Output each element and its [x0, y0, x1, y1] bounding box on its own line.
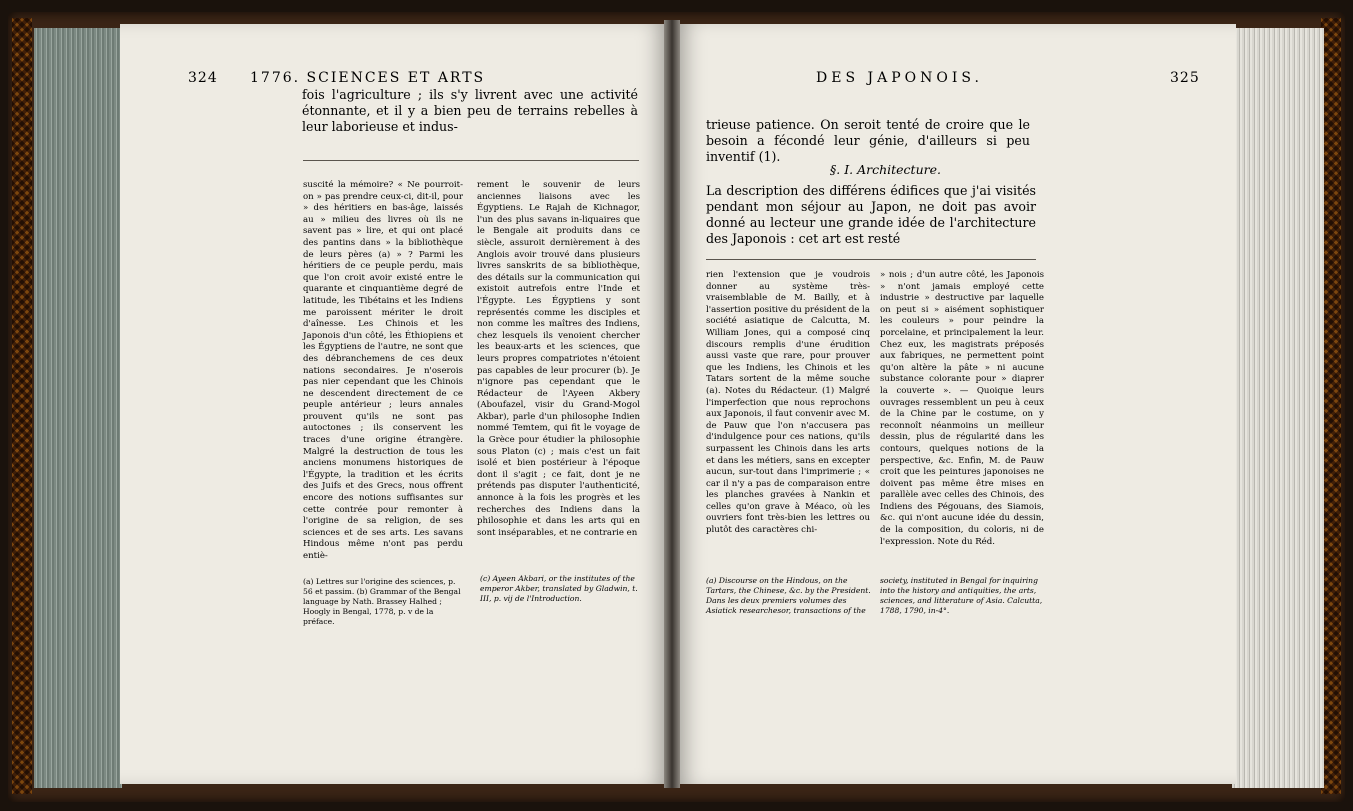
book-gutter [664, 20, 680, 788]
left-top-paragraph: fois l'agriculture ; ils s'y livrent avec une activité étonnante, et il y a bien peu de terrains rebelles à leur laborieuse et indus- [302, 87, 638, 134]
section-heading: §. I. Architecture. [830, 162, 941, 177]
right-top-paragraph: trieuse patience. On seroit tenté de croire que le besoin a fécondé leur génie, d'ailleurs si peu inventif (1). [706, 117, 1030, 164]
left-running-title: 1776. SCIENCES ET ARTS [250, 70, 486, 86]
left-footnote-1: (a) Lettres sur l'origine des sciences, p. 56 et passim. (b) Grammar of the Bengal language by Nath. Brassey Halhed ; Hoogly in Bengal, 1778, p. v de la préface. [303, 577, 461, 626]
gilt-border-right [1321, 18, 1341, 794]
right-intro-paragraph: La description des différens édifices que j'ai visités pendant mon séjour au Japon, ne doit pas avoir donné au lecteur une grande idée de l'architecture des Japonois : cet art est resté [706, 183, 1036, 246]
left-footnote-2: (c) Ayeen Akbari, or the institutes of the emperor Akber, translated by Gladwin, t. III, p. vij de l'Introduction. [480, 574, 638, 603]
left-page-number: 324 [188, 70, 218, 86]
right-footnote-2: society, instituted in Bengal for inquiring into the history and antiquities, the arts, sciences, and litterature of Asia. Calcutta, 1788, 1790, in-4°. [880, 576, 1043, 615]
left-note-column-2: rement le souvenir de leurs anciennes liaisons avec les Égyptiens. Le Rajah de Kichnagor, l'un des plus savans in-liquaires que le Bengale ait produits dans ce siècle, assuroit dernièrement à des Anglois avoir trouvé dans plusieurs livres sanskrits de sa bibliothèque, des détails sur la communication qui existoit autrefois entre l'Inde et l'Égypte. Les Égyptiens y sont représentés comme les disciples et non comme les maîtres des Indiens, chez lesquels ils venoient chercher les beaux-arts et les sciences, que leurs propres compatriotes n'étoient pas capables de leur procurer (b). Je n'ignore pas cependant que le Rédacteur de l'Ayeen Akbery (Aboufazel, visir du Grand-Mogol Akbar), parle d'un philosophe Indien nommé Temtem, qui fit le voyage de la Grèce pour étudier la philosophie sous Platon (c) ; mais c'est un fait isolé et bien postérieur à l'époque dont il s'agit ; ce fait, dont je ne prétends pas disputer l'authenticité, annonce à la fois les progrès et les recherches des Indiens dans la philosophie et dans les arts qui en sont inséparables, et ne contrarie en [477, 180, 640, 538]
right-footnote-1: (a) Discourse on the Hindous, on the Tartars, the Chinese, &c. by the President. Dans les deux premiers volumes des Asiatick researchesor, transactions of the [706, 576, 871, 615]
right-page-number: 325 [1170, 70, 1200, 86]
left-note-column-1: suscité la mémoire? « Ne pourroit-on » pas prendre ceux-ci, dit-il, pour » des héritiers en bas-âge, laissés au » milieu des livres où ils ne savent pas » lire, et qui ont placé des pantins dans » la bibliothèque de leurs pères (a) » ? Parmi les héritiers de ce peuple perdu, mais que l'on croit avoir existé entre le quarante et cinquantième degré de latitude, les Tibétains et les Indiens me paroissent mériter le droit d'aînesse. Les Chinois et les Japonois d'un côté, les Éthiopiens et les Égyptiens de l'autre, ne sont que des débranchemens de ces deux nations secondaires. Je n'oserois pas nier cependant que les Chinois ne descendent directement de ce peuple antérieur ; leurs annales prouvent qu'ils ne sont pas autoctones ; ils conservent les traces d'une origine étrangère. Malgré la destruction de tous les anciens monumens historiques de l'Égypte, la tradition et les écrits des Juifs et des Grecs, nous offrent encore des notions suffisantes sur cette contrée pour remonter à l'origine de sa religion, de ses sciences et de ses arts. Les savans Hindous même n'ont pas perdu entiè- [303, 180, 463, 561]
page-edges-right [1232, 28, 1324, 788]
right-note-column-2: » nois ; d'un autre côté, les Japonois » n'ont jamais employé cette industrie » destructive par laquelle on peut si » aisément sophistiquer les couleurs » pour peindre la porcelaine, et principalement la leur. Chez eux, les magistrats préposés aux fabriques, ne permettent point qu'on altère la pâte » ni aucune substance colorante pour » diaprer la couverte ». — Quoique leurs ouvrages ressemblent un peu à ceux de la Chine par le costume, on y reconnoît néanmoins un meilleur dessin, plus de régularité dans les contours, quelques notions de la perspective, &c. Enfin, M. de Pauw croit que les peintures japonoises ne doivent pas même être mises en parallèle avec celles des Chinois, des Indiens des Pégouans, des Siamois, &c. qui n'ont aucune idée du dessin, de la composition, du coloris, ni de l'expression. Note du Réd. [880, 270, 1044, 547]
right-running-title: DES JAPONOIS. [816, 70, 983, 86]
page-edges-left [34, 28, 122, 788]
gilt-border-left [12, 18, 32, 794]
right-divider [706, 259, 1036, 260]
right-note-column-1: rien l'extension que je voudrois donner au système très-vraisemblable de M. Bailly, et à l'assertion positive du président de la société asiatique de Calcutta, M. William Jones, qui a composé cinq discours remplis d'une érudition aussi vaste que rare, pour prouver que les Indiens, les Chinois et les Tatars sortent de la même souche (a). Notes du Rédacteur. (1) Malgré l'imperfection que nous reprochons aux Japonois, il faut convenir avec M. de Pauw que l'on n'accusera pas d'indulgence pour ces nations, qu'ils surpassent les Chinois dans les arts et dans les métiers, sans en excepter aucun, sur-tout dans l'imprimerie ; « car il n'y a pas de comparaison entre les planches gravées à Nankin et celles qu'on grave à Méaco, où les ouvriers font très-bien les lettres ou plutôt des caractères chi- [706, 270, 870, 536]
left-divider [303, 160, 639, 161]
